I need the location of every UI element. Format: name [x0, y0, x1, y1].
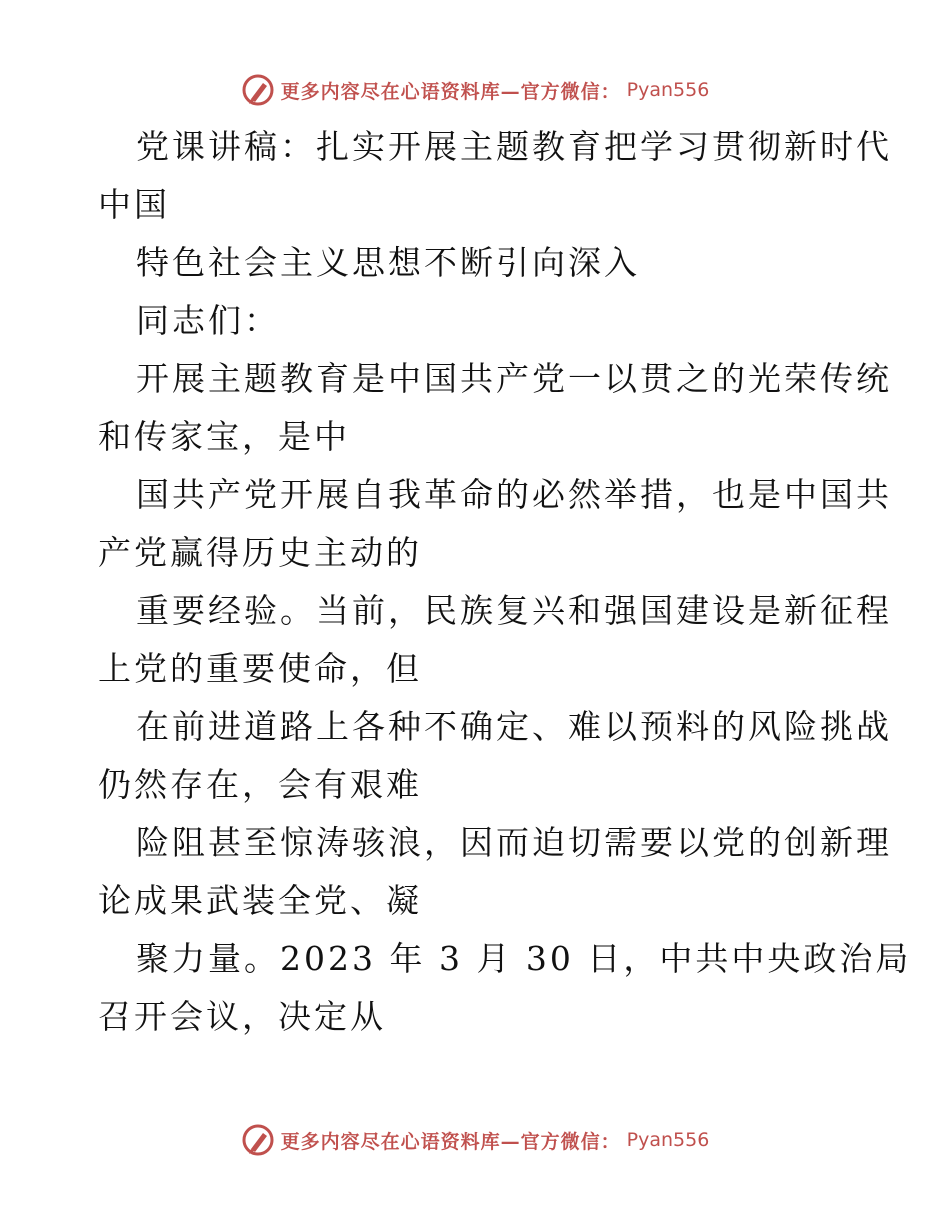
body-line: 同志们： — [136, 301, 280, 340]
body-line: 上党的重要使命，但 — [98, 649, 422, 688]
pen-logo-icon — [241, 1123, 275, 1157]
body-line: 国共产党开展自我革命的必然举措，也是中国共 — [136, 475, 892, 514]
body-line: 开展主题教育是中国共产党一以贯之的光荣传统 — [136, 359, 892, 398]
banner-text: 更多内容尽在心语资料库—官方微信： — [280, 80, 621, 103]
banner-wechat-id: Pyan556 — [626, 79, 710, 101]
document-body — [98, 118, 912, 1046]
body-line: 重要经验。当前，民族复兴和强国建设是新征程 — [136, 591, 892, 630]
header-watermark-banner — [0, 70, 950, 110]
banner-wechat-id: Pyan556 — [626, 1129, 710, 1151]
banner-text: 更多内容尽在心语资料库—官方微信： — [280, 1130, 621, 1153]
body-line: 特色社会主义思想不断引向深入 — [136, 243, 640, 282]
body-line: 论成果武装全党、凝 — [98, 881, 422, 920]
body-line: 聚力量。2023 年 3 月 30 日，中共中央政治局 — [136, 939, 912, 978]
body-line: 和传家宝，是中 — [98, 417, 350, 456]
body-line: 险阻甚至惊涛骇浪，因而迫切需要以党的创新理 — [136, 823, 892, 862]
body-line: 产党赢得历史主动的 — [98, 533, 422, 572]
body-line: 仍然存在，会有艰难 — [98, 765, 422, 804]
body-line: 党课讲稿：扎实开展主题教育把学习贯彻新时代 — [136, 127, 892, 166]
body-line: 在前进道路上各种不确定、难以预料的风险挑战 — [136, 707, 892, 746]
pen-logo-icon — [241, 73, 275, 107]
body-line: 召开会议，决定从 — [98, 997, 386, 1036]
footer-watermark-banner — [0, 1120, 950, 1160]
body-line: 中国 — [98, 185, 170, 224]
